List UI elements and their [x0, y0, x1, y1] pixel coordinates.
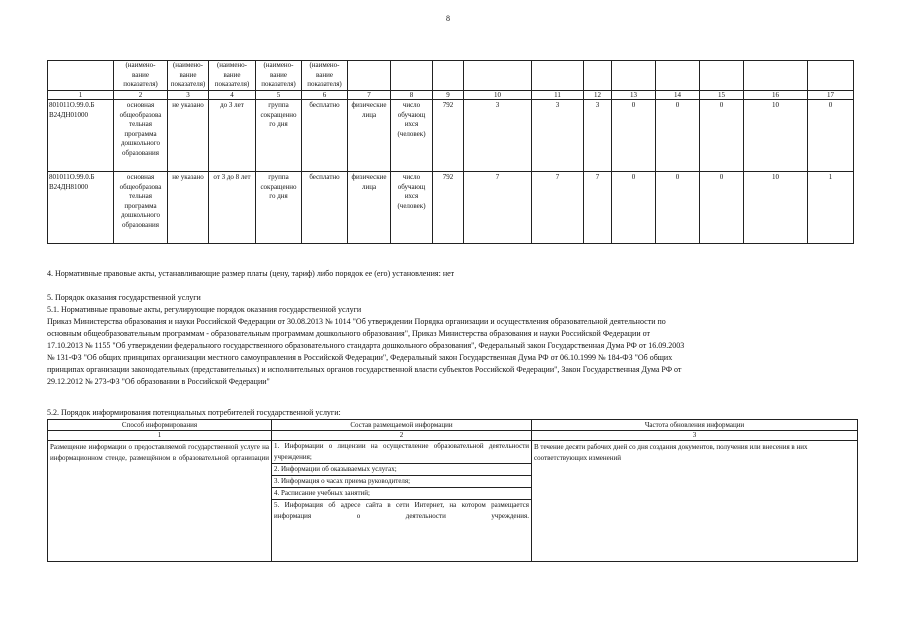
column-number-cell: 11	[532, 91, 584, 100]
section-4-text: 4. Нормативные правовые акты, устанавливающие размер платы (цену, тариф) либо порядок ее (его) установления: нет	[47, 269, 455, 278]
header-cell	[584, 61, 612, 91]
table-row	[48, 100, 854, 172]
informing-col-number: 2	[272, 431, 532, 441]
column-number-cell: 1	[48, 91, 114, 100]
table-cell: 7	[584, 172, 612, 244]
section-5-1-title: 5.1. Нормативные правовые акты, регулирующие порядок оказания государственной услуги	[47, 305, 362, 314]
table-cell: 7	[532, 172, 584, 244]
header-cell	[391, 61, 433, 91]
column-number-row	[48, 91, 854, 100]
table-cell: бесплатно	[302, 172, 348, 244]
table-cell: 3	[584, 100, 612, 172]
column-number-cell: 13	[612, 91, 656, 100]
table-cell: 10	[744, 100, 808, 172]
header-cell	[700, 61, 744, 91]
informing-col-number: 3	[532, 431, 858, 441]
column-number-cell: 4	[209, 91, 256, 100]
table-cell: физические лица	[348, 172, 391, 244]
legal-acts-line: Приказ Министерства образования и науки Российской Федерации от 30.08.2013 № 1014 "Об утверждении Порядка организации и осуществления образовательной деятельности по	[47, 317, 666, 326]
table-cell: до 3 лет	[209, 100, 256, 172]
column-number-cell: 14	[656, 91, 700, 100]
table-cell: число обучающ ихся (человек)	[391, 100, 433, 172]
table-cell: 0	[612, 100, 656, 172]
informing-body-row	[48, 441, 858, 562]
column-number-cell: 17	[808, 91, 854, 100]
header-cell: (наимено- вание показателя)	[209, 61, 256, 91]
table-cell: 3	[464, 100, 532, 172]
table-cell: 7	[464, 172, 532, 244]
header-cell	[48, 61, 114, 91]
header-cell: (наимено- вание показателя)	[114, 61, 168, 91]
table-cell: 792	[433, 100, 464, 172]
table-cell: 0	[656, 172, 700, 244]
legal-acts-line: основным общеобразовательным программам - образовательным программам дошкольного образования", Приказ Министерства образования и науки Российской Федерации от	[47, 329, 650, 338]
legal-acts-line: принципах организации законодательных (представительных) и исполнительных органов государственной власти субъектов Российской Федерации", Закон Государственная Дума РФ от	[47, 365, 682, 374]
table-cell: 0	[700, 100, 744, 172]
table-cell: 10	[744, 172, 808, 244]
column-number-cell: 6	[302, 91, 348, 100]
column-number-cell: 10	[464, 91, 532, 100]
page-number: 8	[446, 14, 450, 23]
table-cell: 0	[656, 100, 700, 172]
table-cell: 801011О.99.0.Б В24ДН01000	[48, 100, 114, 172]
table-cell: не указано	[168, 100, 209, 172]
table-cell: основная общеобразова тельная программа дошкольного образования	[114, 100, 168, 172]
legal-acts-line: 29.12.2012 № 273-ФЗ "Об образовании в Российской Федерации"	[47, 377, 270, 386]
header-cell	[744, 61, 808, 91]
header-cell	[464, 61, 532, 91]
table-cell: число обучающ ихся (человек)	[391, 172, 433, 244]
table-row	[48, 172, 854, 244]
column-number-cell: 16	[744, 91, 808, 100]
column-number-cell: 15	[700, 91, 744, 100]
informing-method-cell: Размещение информации о предоставляемой государственной услуге на информационном стенде, размещённом в образовательной организации	[48, 441, 272, 562]
informing-number-row	[48, 431, 858, 441]
legal-acts-line: 17.10.2013 № 1155 "Об утверждении федерального государственного образовательного стандарта дошкольного образования", Федеральный закон Государственная Дума РФ от 16.09.2003	[47, 341, 685, 350]
section-5-2-title: 5.2. Порядок информирования потенциальных потребителей государственной услуги:	[47, 408, 341, 417]
table-cell: 0	[612, 172, 656, 244]
informing-col-number: 1	[48, 431, 272, 441]
header-cell	[433, 61, 464, 91]
legal-acts-text	[47, 316, 857, 388]
informing-item: 4. Расписание учебных занятий;	[272, 488, 531, 500]
legal-acts-line: № 131-ФЗ "Об общих принципах организации местного самоуправления в Российской Федерации", Федеральный закон Государственная Дума РФ от 06.10.1999 № 184-ФЗ "Об общих	[47, 353, 673, 362]
table-cell: 801011О.99.0.Б В24ДН81000	[48, 172, 114, 244]
table-cell: 0	[700, 172, 744, 244]
table-cell: 0	[808, 100, 854, 172]
column-number-cell: 9	[433, 91, 464, 100]
informing-table	[47, 419, 858, 562]
column-number-cell: 7	[348, 91, 391, 100]
informing-header-method: Способ информирования	[48, 420, 272, 431]
header-cell	[348, 61, 391, 91]
header-cell: (наимено- вание показателя)	[302, 61, 348, 91]
header-cell	[612, 61, 656, 91]
column-number-cell: 12	[584, 91, 612, 100]
table-header-row	[48, 61, 854, 91]
informing-header-content: Состав размещаемой информации	[272, 420, 532, 431]
section-5-title: 5. Порядок оказания государственной услуги	[47, 293, 201, 302]
table-cell: 1	[808, 172, 854, 244]
header-cell	[532, 61, 584, 91]
table-cell: основная общеобразова тельная программа дошкольного образования	[114, 172, 168, 244]
informing-frequency-cell: В течение десяти рабочих дней со дня создания документов, получения или внесения в них соответствующих изменений	[532, 441, 858, 562]
column-number-cell: 2	[114, 91, 168, 100]
header-cell: (наимено- вание показателя)	[168, 61, 209, 91]
informing-item: 3. Информация о часах приема руководителя;	[272, 476, 531, 488]
header-cell	[808, 61, 854, 91]
table-cell: от 3 до 8 лет	[209, 172, 256, 244]
table-cell: не указано	[168, 172, 209, 244]
table-cell: бесплатно	[302, 100, 348, 172]
informing-header-row	[48, 420, 858, 431]
informing-item: 5. Информация об адресе сайта в сети Интернет, на котором размещается информация о деятельности учреждения.	[274, 501, 529, 520]
column-number-cell: 3	[168, 91, 209, 100]
informing-content-cell	[272, 441, 532, 562]
header-cell: (наимено- вание показателя)	[256, 61, 302, 91]
table-cell: группа сокращенно го дня	[256, 172, 302, 244]
service-volume-table	[47, 60, 854, 244]
table-cell: физические лица	[348, 100, 391, 172]
table-cell: 792	[433, 172, 464, 244]
informing-item: 1. Информации о лицензии на осуществление образовательной деятельности учреждения;	[272, 441, 531, 464]
column-number-cell: 8	[391, 91, 433, 100]
header-cell	[656, 61, 700, 91]
informing-header-frequency: Частота обновления информации	[532, 420, 858, 431]
table-cell: группа сокращенно го дня	[256, 100, 302, 172]
table-cell: 3	[532, 100, 584, 172]
column-number-cell: 5	[256, 91, 302, 100]
informing-item: 2. Информации об оказываемых услугах;	[272, 464, 531, 476]
